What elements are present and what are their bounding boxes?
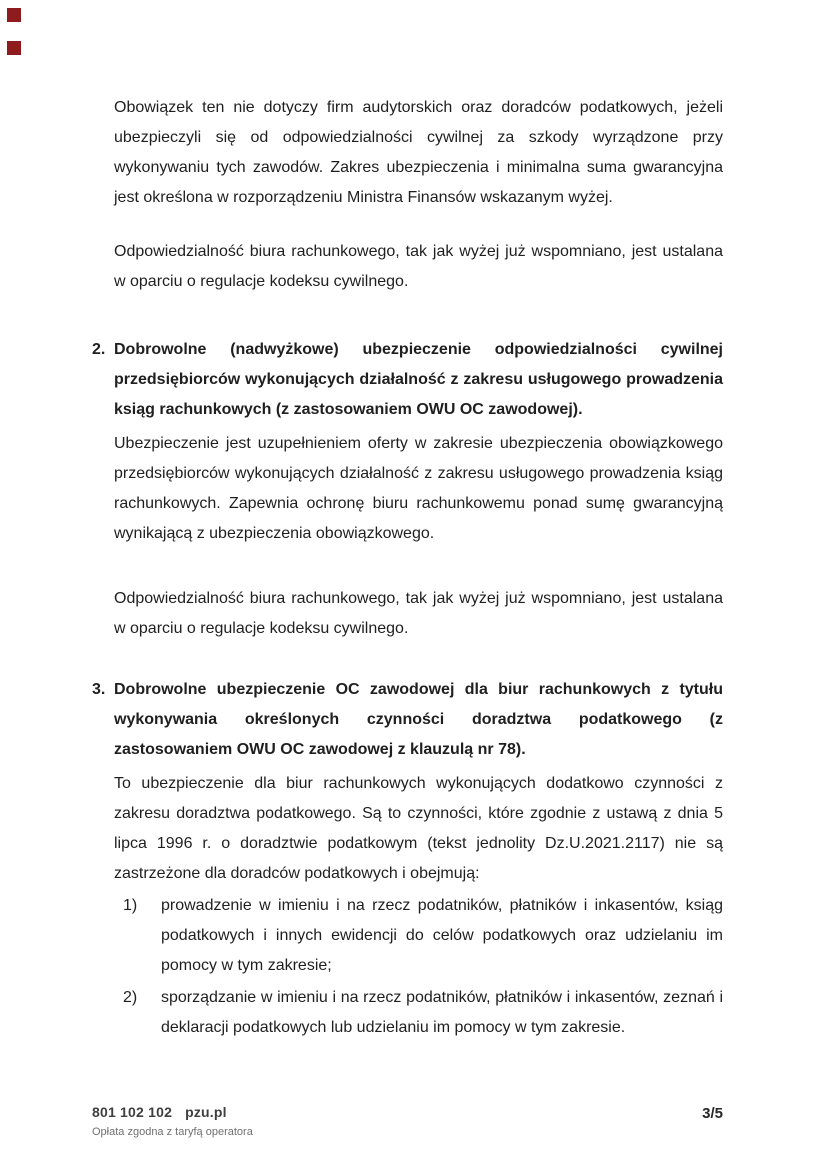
section-2-number: 2. [92,341,106,358]
section-3-heading: Dobrowolne ubezpieczenie OC zawodowej dla biur rachunkowych z tytułu wykonywania określonych czynności doradztwa podatkowego (z zastosowaniem OWU OC zawodowej z klauzulą nr 78). [114,681,723,758]
list-item-1 [123,891,723,981]
red-corner-mark-top [7,8,21,22]
section-2-text: Ubezpieczenie jest uzupełnieniem oferty w zakresie ubezpieczenia obowiązkowego przedsiębiorców wykonujących działalność z zakresu usługowego prowadzenia ksiąg rachunkowych. Zapewnia ochronę biuru rachunkowemu ponad sumę gwarancyjną wynikającą z ubezpieczenia obowiązkowego. [114,435,723,542]
paragraph-liability-civil-code-2: Odpowiedzialność biura rachunkowego, tak jak wyżej już wspomniano, jest ustalana w oparciu o regulacje kodeksu cywilnego. [114,590,723,637]
list-item-2 [123,983,723,1043]
section-3-number: 3. [92,681,106,698]
page-footer [92,1104,253,1139]
red-corner-mark-bottom [7,41,21,55]
paragraph-liability-civil-code-1: Odpowiedzialność biura rachunkowego, tak jak wyżej już wspomniano, jest ustalana w oparciu o regulacje kodeksu cywilnego. [114,243,723,290]
section-3-voluntary-oc-insurance [92,675,723,1043]
footer-tariff-note: Opłata zgodna z taryfą operatora [92,1126,253,1138]
list-item-2-number: 2) [123,989,138,1006]
paragraph-audit-firms-exemption: Obowiązek ten nie dotyczy firm audytorskich oraz doradców podatkowych, jeżeli ubezpieczyli się od odpowiedzialności cywilnej za szkody wyrządzone przy wykonywaniu tych zawodów. Zakres ubezpieczenia i minimalna suma gwarancyjna jest określona w rozporządzeniu Ministra Finansów wskazanym wyżej. [114,99,723,206]
section-2-body [114,335,723,549]
footer-website: pzu.pl [185,1104,227,1120]
section-2-voluntary-surplus-insurance [92,335,723,549]
list-item-1-number: 1) [123,897,138,914]
section-2-heading: Dobrowolne (nadwyżkowe) ubezpieczenie odpowiedzialności cywilnej przedsiębiorców wykonujących działalność z zakresu usługowego prowadzenia ksiąg rachunkowych (z zastosowaniem OWU OC zawodowej). [114,341,723,418]
list-item-1-text: prowadzenie w imieniu i na rzecz podatników, płatników i inkasentów, ksiąg podatkowych i innych ewidencji do celów podatkowych oraz udzielaniu im pomocy w tym zakresie; [161,897,723,974]
footer-phone-number: 801 102 102 [92,1104,173,1120]
page-number-indicator: 3/5 [702,1105,723,1122]
list-item-2-text: sporządzanie w imieniu i na rzecz podatników, płatników i inkasentów, zeznań i deklaracji podatkowych lub udzielaniu im pomocy w tym zakresie. [161,989,723,1036]
section-3-text: To ubezpieczenie dla biur rachunkowych wykonujących dodatkowo czynności z zakresu doradztwa podatkowego. Są to czynności, które zgodnie z ustawą z dnia 5 lipca 1996 r. o doradztwie podatkowym (tekst jednolity Dz.U.2021.2117) nie są zastrzeżone dla doradców podatkowych i obejmują: [114,775,723,882]
footer-contact-line [92,1104,253,1121]
section-3-body [114,675,723,1043]
